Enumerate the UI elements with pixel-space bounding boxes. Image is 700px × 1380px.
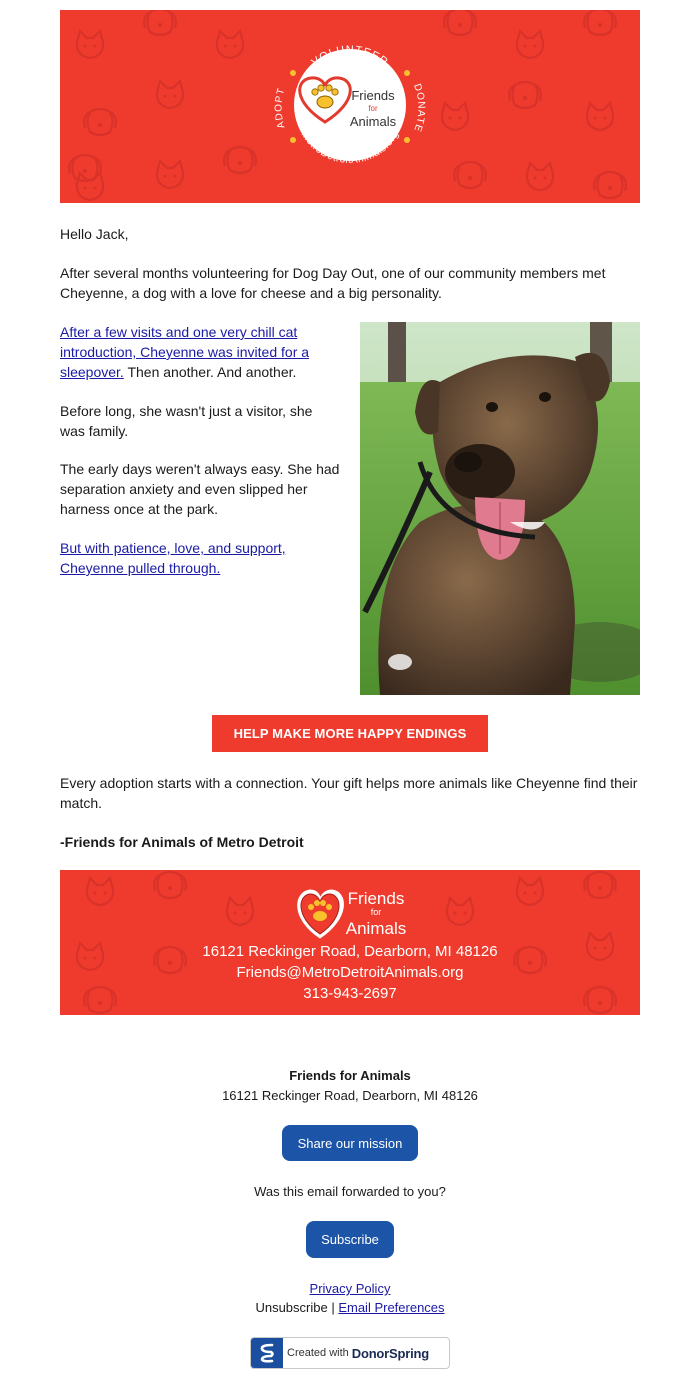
footer-banner-phone: 313-943-2697 [303, 985, 397, 1002]
sleepover-story-link[interactable]: After a few visits and one very chill cat introduction, Cheyenne was invited for a sleepover. [60, 324, 310, 380]
footer-org-address: 16121 Reckinger Road, Dearborn, MI 48126 [222, 1088, 478, 1103]
footer-logo-friends: Friends [347, 889, 405, 908]
seal-text-bottom: MetroDetroitAnimals.org [298, 129, 402, 167]
share-our-mission-button[interactable]: Share our mission [282, 1125, 418, 1161]
subscribe-button[interactable]: Subscribe [306, 1221, 394, 1258]
email-preferences-link[interactable]: Email Preferences [338, 1300, 445, 1315]
signature: -Friends for Animals of Metro Detroit [60, 834, 304, 850]
pulled-through-link[interactable]: But with patience, love, and support, Cheyenne pulled through. [60, 540, 286, 576]
seal-text-left: ADOPT [273, 86, 288, 130]
seal-text-top: VOLUNTEER [309, 43, 391, 69]
story-paragraph-4 [60, 538, 340, 578]
cheyenne-dog-photo [360, 322, 640, 695]
seal-logo-animals: Animals [349, 114, 397, 129]
closing-paragraph: Every adoption starts with a connection. Your gift helps more animals like Cheyenne find their match. [60, 775, 638, 811]
greeting: Hello Jack, [60, 226, 129, 242]
story-paragraph-3: The early days weren't always easy. She had separation anxiety and even slipped her harness once at the park. [60, 461, 340, 517]
story-paragraph-2: Before long, she wasn't just a visitor, she was family. [60, 403, 313, 439]
footer-banner-address: 16121 Reckinger Road, Dearborn, MI 48126 [202, 943, 498, 960]
privacy-line [0, 1279, 700, 1298]
unsubscribe-text[interactable]: Unsubscribe [255, 1300, 328, 1315]
footer-logo-animals: Animals [345, 919, 407, 938]
intro-paragraph: After several months volunteering for Dog Day Out, one of our community members met Cheyenne, a dog with a love for cheese and a big personality. [60, 265, 606, 301]
header-banner [60, 10, 640, 203]
footer-banner-email: Friends@MetroDetroitAnimals.org [236, 964, 464, 981]
donorspring-badge[interactable] [250, 1337, 450, 1369]
separator: | [327, 1300, 339, 1315]
footer-logo [292, 882, 472, 944]
badge-brand: DonorSpring [351, 1345, 430, 1361]
svg-text:DONATE [411, 82, 426, 133]
badge-prefix: Created with [287, 1347, 349, 1359]
story-paragraph-1 [60, 322, 340, 382]
svg-text:ADOPT [273, 86, 287, 129]
heart-paw-icon [298, 890, 344, 938]
privacy-policy-link[interactable]: Privacy Policy [309, 1281, 391, 1296]
seal-logo-friends: Friends [351, 88, 395, 103]
forwarded-question: Was this email forwarded to you? [254, 1184, 446, 1199]
footer-logo-for: for [370, 907, 382, 917]
seal-logo-for: for [368, 104, 378, 113]
seal-text-right: DONATE [411, 82, 427, 134]
donorspring-logo-icon [251, 1338, 283, 1368]
footer-org-name: Friends for Animals [289, 1068, 411, 1083]
footer-banner [60, 870, 640, 1015]
brand-seal-logo [273, 22, 427, 188]
help-make-more-happy-endings-button[interactable]: HELP MAKE MORE HAPPY ENDINGS [212, 715, 488, 752]
story-paragraph-1-rest: Then another. And another. [123, 364, 297, 380]
unsubscribe-line [0, 1298, 700, 1317]
